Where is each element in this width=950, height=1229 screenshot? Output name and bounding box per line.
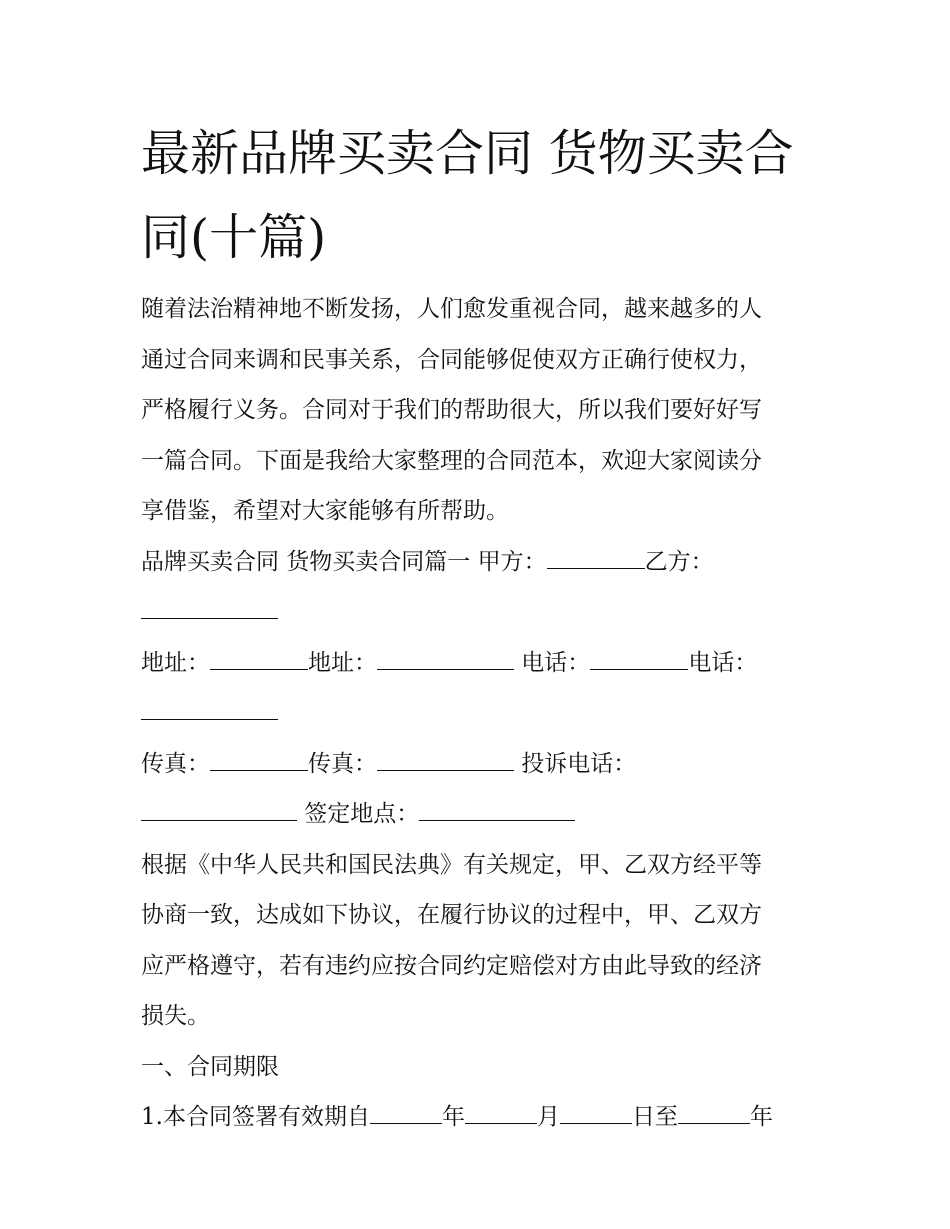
party-b-label: 乙方： [644, 548, 714, 575]
complaint-phone-label: 投诉电话： [514, 750, 637, 777]
document-title [141, 112, 821, 280]
signing-place-label: 签定地点： [297, 801, 420, 827]
phone-a-label: 电话： [514, 649, 591, 676]
document-page [141, 112, 821, 1143]
address-line [141, 638, 821, 689]
phone-b-blank-line [141, 688, 821, 739]
intro-line: 享借鉴，希望对大家能够有所帮助。 [141, 498, 509, 524]
party-line [141, 537, 821, 588]
intro-line: 严格履行义务。合同对于我们的帮助很大，所以我们要好好写 [141, 397, 762, 423]
address-b-blank[interactable] [377, 647, 514, 670]
intro-line: 一篇合同。下面是我给大家整理的合同范本，欢迎大家阅读分 [141, 447, 762, 474]
fax-a-blank[interactable] [210, 748, 308, 771]
address-a-label: 地址： [141, 649, 210, 676]
year-label: 年 [441, 1104, 465, 1130]
agreement-paragraph [141, 840, 821, 1042]
term-heading: 一、合同期限 [141, 1053, 279, 1080]
fax-b-label: 传真： [308, 750, 377, 777]
section-heading: 品牌买卖合同 货物买卖合同篇一 [141, 548, 478, 575]
phone-a-blank[interactable] [590, 647, 688, 670]
party-a-blank[interactable] [547, 546, 645, 569]
day-to-label: 日至 [631, 1104, 678, 1130]
intro-line: 通过合同来调和民事关系，合同能够促使双方正确行使权力， [141, 346, 762, 373]
agreement-line: 应严格遵守，若有违约应按合同约定赔偿对方由此导致的经济 [141, 952, 762, 979]
agreement-line: 损失。 [141, 1003, 210, 1029]
party-a-label: 甲方： [477, 548, 547, 575]
start-year-blank[interactable] [370, 1101, 442, 1124]
term-item-1 [141, 1092, 821, 1143]
title-line-2: 同(十篇) [141, 209, 327, 266]
address-b-label: 地址： [308, 649, 377, 676]
term-item-prefix: 1.本合同签署有效期自 [141, 1104, 370, 1130]
phone-b-label: 电话： [688, 649, 758, 676]
term-section [141, 1042, 821, 1143]
start-day-blank[interactable] [560, 1101, 632, 1124]
agreement-line: 根据《中华人民共和国民法典》有关规定，甲、乙双方经平等 [141, 851, 762, 878]
end-year-blank[interactable] [678, 1101, 750, 1124]
month-label: 月 [536, 1104, 560, 1130]
title-line-1: 最新品牌买卖合同 货物买卖合 [141, 125, 794, 182]
party-b-blank[interactable] [141, 596, 278, 619]
parties-block [141, 537, 821, 840]
fax-line [141, 739, 821, 790]
intro-paragraph [141, 284, 821, 537]
fax-a-label: 传真： [141, 750, 210, 777]
agreement-line: 协商一致，达成如下协议，在履行协议的过程中，甲、乙双方 [141, 902, 762, 928]
complaint-phone-blank[interactable] [141, 798, 297, 821]
intro-line: 随着法治精神地不断发扬，人们愈发重视合同，越来越多的人 [141, 296, 762, 322]
end-year-label: 年 [749, 1104, 773, 1130]
fax-b-blank[interactable] [377, 748, 514, 771]
start-month-blank[interactable] [465, 1101, 537, 1124]
signing-place-blank[interactable] [419, 798, 575, 821]
phone-b-blank[interactable] [141, 697, 278, 720]
signing-place-line [141, 789, 821, 840]
party-b-blank-line [141, 587, 821, 638]
address-a-blank[interactable] [210, 647, 308, 670]
